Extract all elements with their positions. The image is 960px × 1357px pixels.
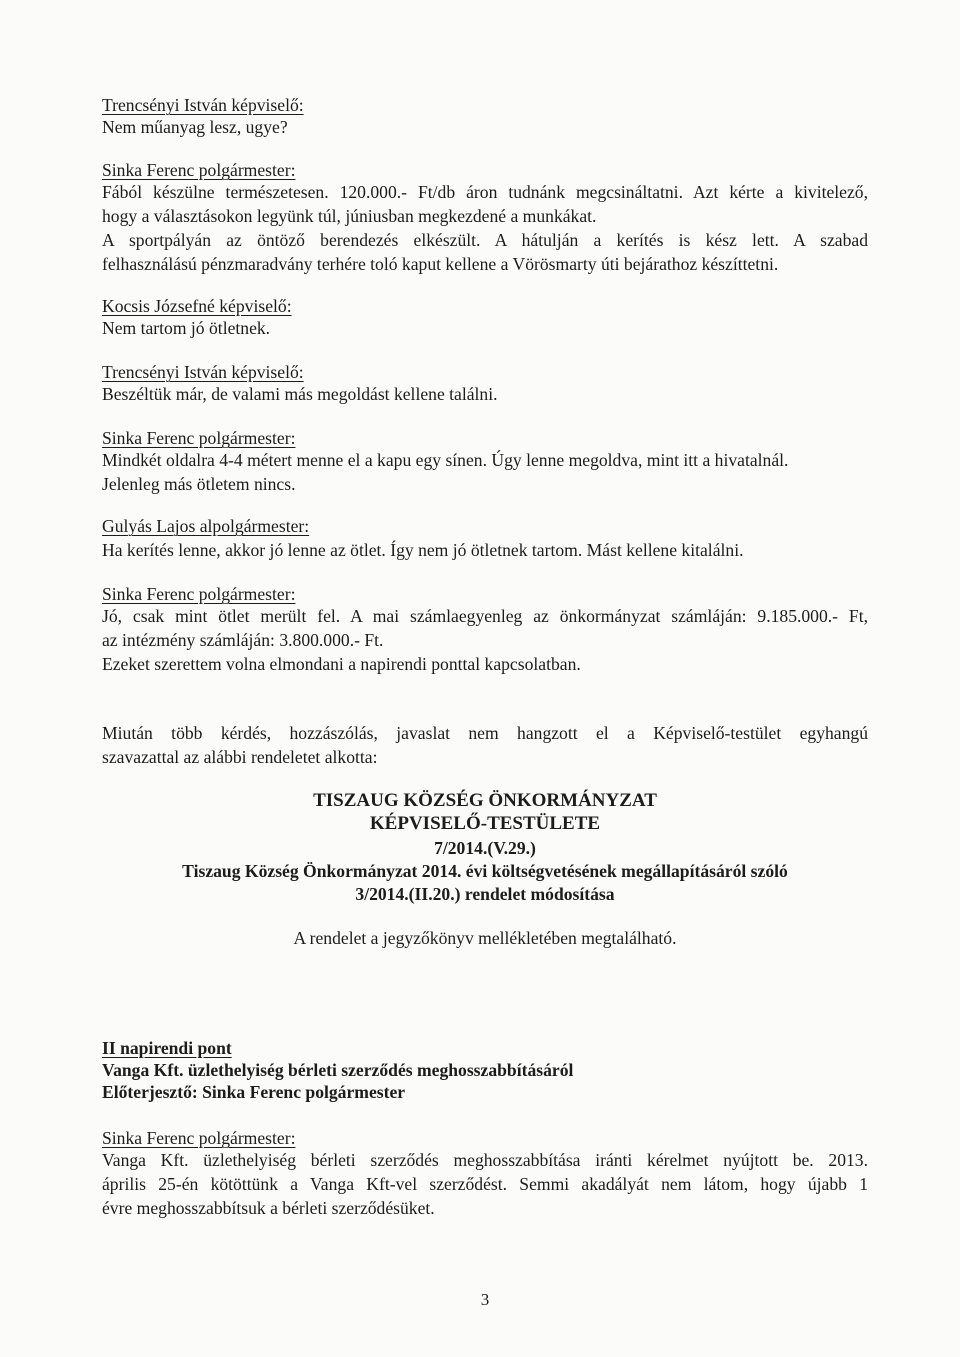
- decree-number: 7/2014.(V.29.): [434, 838, 536, 858]
- speaker-label: Gulyás Lajos alpolgármester:: [102, 516, 310, 536]
- decree-subject: Tiszaug Község Önkormányzat 2014. évi költségvetésének megállapításáról szóló: [182, 861, 788, 881]
- speaker-label: Trencsényi István képviselő:: [102, 95, 304, 115]
- speaker-label: Trencsényi István képviselő:: [102, 362, 304, 382]
- speech-line: Ezeket szerettem volna elmondani a napirendi ponttal kapcsolatban.: [102, 654, 581, 674]
- speech-line: április 25-én kötöttünk a Vanga Kft-vel szerződést. Semmi akadályát nem látom, hogy újabb 1: [102, 1174, 868, 1194]
- speech-line: évre meghosszabbítsuk a bérleti szerződésüket.: [102, 1198, 435, 1218]
- decree-title: TISZAUG KÖZSÉG ÖNKORMÁNYZAT: [313, 790, 657, 811]
- agenda-heading: II napirendi pont: [102, 1038, 232, 1058]
- decree-subject: 3/2014.(II.20.) rendelet módosítása: [355, 884, 615, 904]
- page-number: 3: [480, 1290, 490, 1309]
- speaker-label: Sinka Ferenc polgármester:: [102, 1128, 296, 1148]
- speech-line: A sportpályán az öntöző berendezés elkészült. A hátulján a kerítés is kész lett. A szabad: [102, 230, 868, 250]
- speaker-label: Sinka Ferenc polgármester:: [102, 584, 296, 604]
- speech-line: Jelenleg más ötletem nincs.: [102, 474, 296, 494]
- speech-line: az intézmény számláján: 3.800.000.- Ft.: [102, 630, 384, 650]
- speech-line: Mindkét oldalra 4-4 métert menne el a kapu egy sínen. Úgy lenne megoldva, mint itt a hivatalnál.: [102, 450, 789, 470]
- speech-line: felhasználású pénzmaradvány terhére toló kaput kellene a Vörösmarty úti bejárathoz készíttetni.: [102, 254, 779, 274]
- speech-line: Beszéltük már, de valami más megoldást kellene találni.: [102, 384, 498, 404]
- speech-line: Nem tartom jó ötletnek.: [102, 318, 271, 338]
- speech-line: Jó, csak mint ötlet merült fel. A mai számlaegyenleg az önkormányzat számláján: 9.185.000.- Ft,: [102, 606, 868, 626]
- speaker-label: Sinka Ferenc polgármester:: [102, 428, 296, 448]
- vote-text-line: szavazattal az alábbi rendeletet alkotta:: [102, 747, 378, 767]
- speech-line: hogy a választásokon legyünk túl, júniusban megkezdené a munkákat.: [102, 206, 597, 226]
- speech-line: Ha kerítés lenne, akkor jó lenne az ötlet. Így nem jó ötletnek tartom. Mást kellene kitalálni.: [102, 540, 744, 560]
- speech-line: Fából készülne természetesen. 120.000.- Ft/db áron tudnánk megcsináltatni. Azt kérte a kivitelező,: [102, 182, 868, 202]
- agenda-subject: Vanga Kft. üzlethelyiség bérleti szerződés meghosszabbításáról: [102, 1060, 574, 1080]
- decree-title: KÉPVISELŐ-TESTÜLETE: [369, 813, 601, 834]
- decree-note: A rendelet a jegyzőkönyv mellékletében megtalálható.: [293, 928, 677, 948]
- speaker-label: Sinka Ferenc polgármester:: [102, 160, 296, 180]
- speech-line: Nem műanyag lesz, ugye?: [102, 117, 288, 137]
- vote-text-line: Miután több kérdés, hozzászólás, javaslat nem hangzott el a Képviselő-testület egyhangú: [102, 723, 868, 743]
- agenda-presenter: Előterjesztő: Sinka Ferenc polgármester: [102, 1082, 406, 1102]
- speech-line: Vanga Kft. üzlethelyiség bérleti szerződés meghosszabbítása iránti kérelmet nyújtott be. 2013.: [102, 1150, 868, 1170]
- speaker-label: Kocsis Józsefné képviselő:: [102, 296, 292, 316]
